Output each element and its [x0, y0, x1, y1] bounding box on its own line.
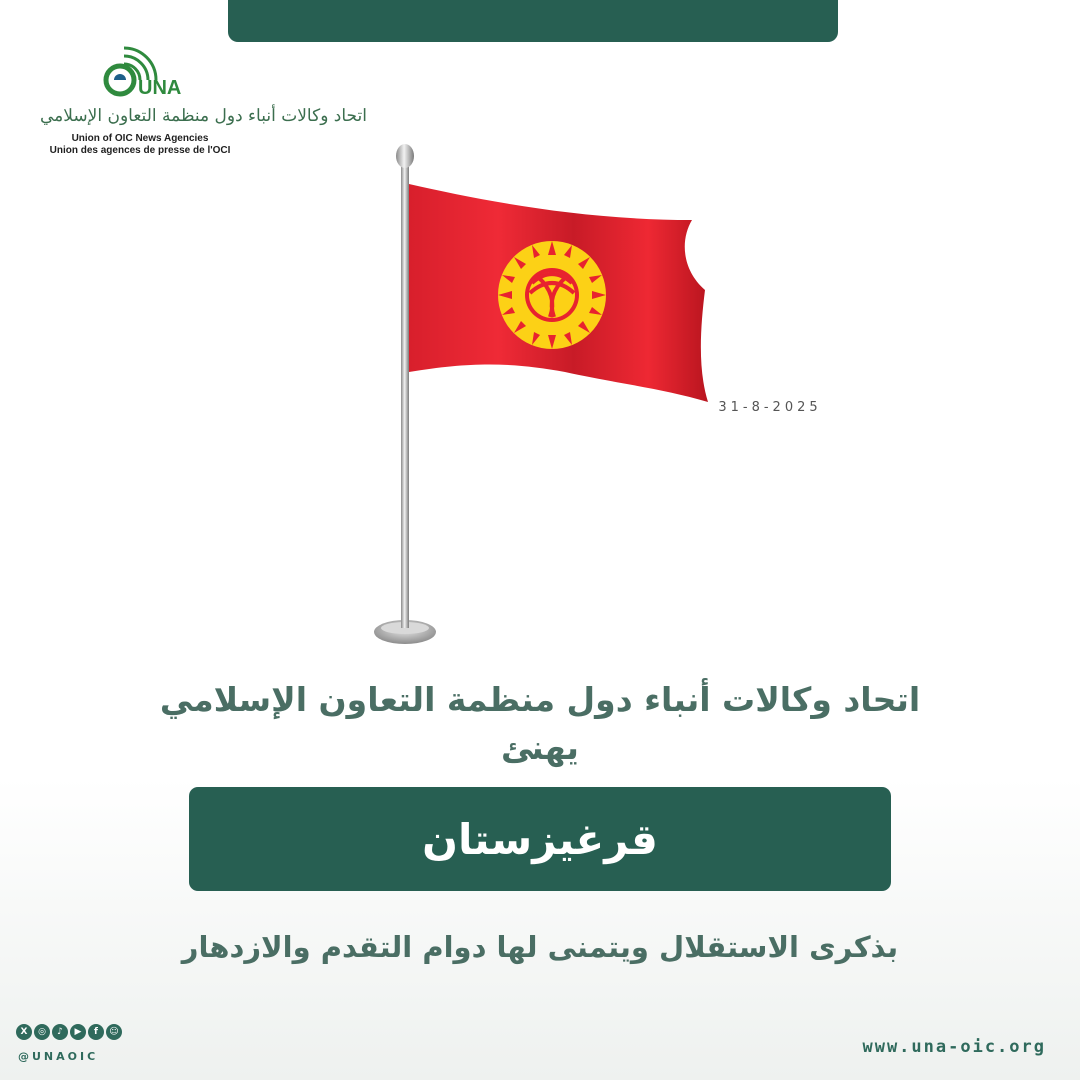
- country-banner: [189, 787, 891, 891]
- social-handle[interactable]: @UNAOIC: [18, 1050, 99, 1063]
- youtube-icon[interactable]: ▶: [70, 1024, 86, 1040]
- tiktok-icon[interactable]: ♪: [52, 1024, 68, 1040]
- kyrgyzstan-flag-icon: [360, 140, 720, 660]
- facebook-icon[interactable]: f: [88, 1024, 104, 1040]
- logo-arabic-name: اتحاد وكالات أنباء دول منظمة التعاون الإسلامي: [40, 106, 367, 126]
- instagram-icon[interactable]: ◎: [34, 1024, 50, 1040]
- una-logo: [40, 44, 367, 164]
- top-banner-bar: [228, 0, 838, 42]
- snapchat-icon[interactable]: ☺: [106, 1024, 122, 1040]
- x-icon[interactable]: X: [16, 1024, 32, 1040]
- una-logo-mark: [100, 44, 190, 100]
- country-name: قرغيزستان: [422, 814, 658, 864]
- headline-line-2: يهنئ: [501, 728, 579, 767]
- wish-text: بذكرى الاستقلال ويتمنى لها دوام التقدم والازدهار: [181, 930, 899, 964]
- post-date: 31-8-2025: [718, 400, 822, 415]
- headline-line-1: اتحاد وكالات أنباء دول منظمة التعاون الإسلامي: [159, 680, 921, 719]
- logo-english-name: Union of OIC News Agencies: [71, 133, 209, 144]
- social-icons: [16, 1024, 122, 1040]
- una-logo-text: UNA: [138, 77, 182, 99]
- headline: [120, 676, 960, 772]
- website-link[interactable]: www.una-oic.org: [862, 1037, 1046, 1057]
- logo-french-name: Union des agences de presse de l'OCI: [49, 145, 231, 156]
